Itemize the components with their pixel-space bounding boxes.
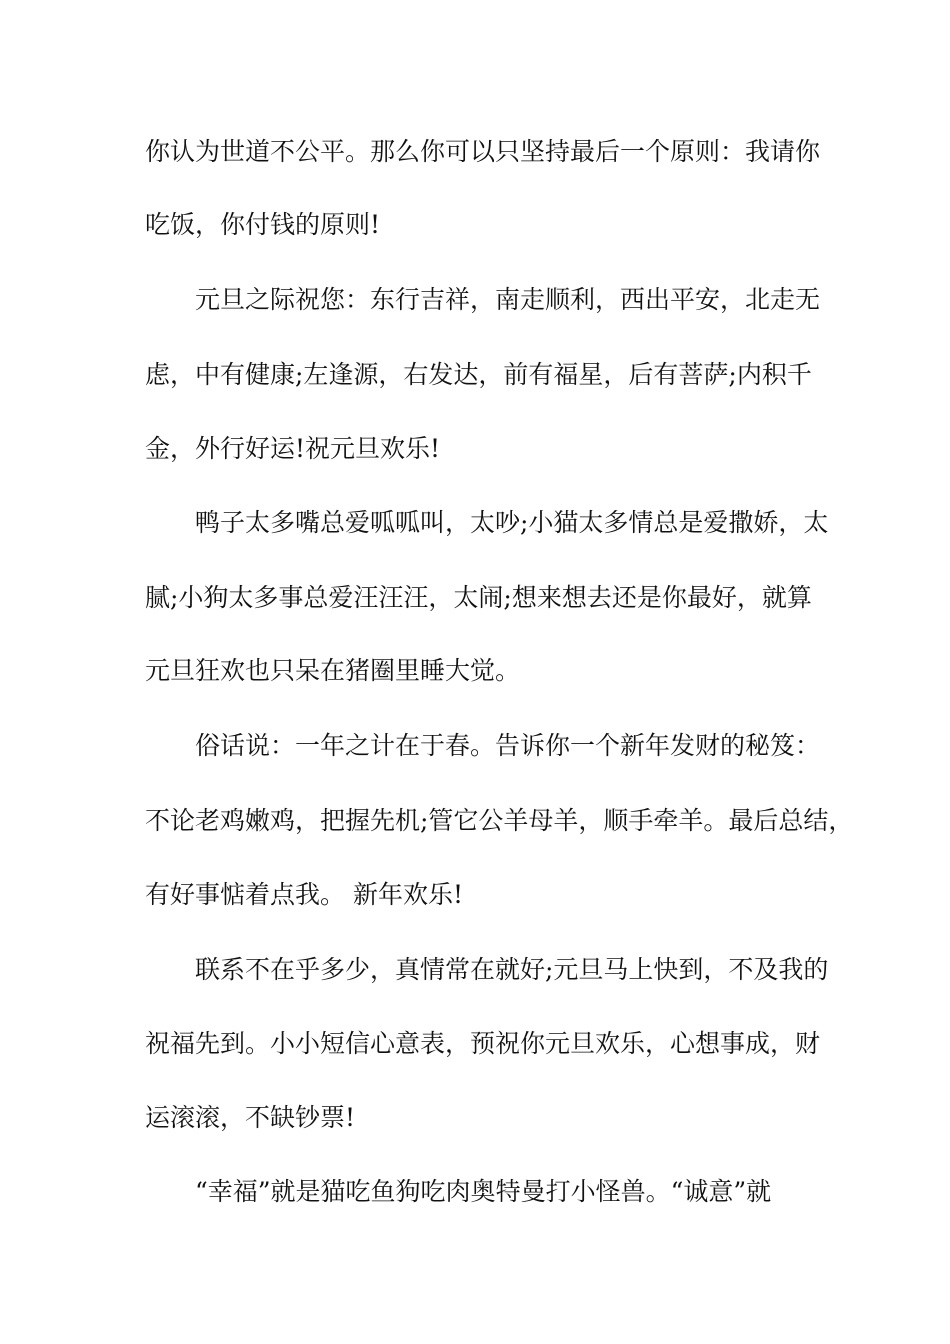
text-line: 祝福先到。小小短信心意表，预祝你元旦欢乐，心想事成，财	[145, 1029, 821, 1058]
text-line: 吃饭，你付钱的原则!	[145, 210, 381, 239]
text-line: 你认为世道不公平。那么你可以只坚持最后一个原则：我请你	[145, 137, 821, 166]
text-line: 运滚滚，不缺钞票!	[145, 1103, 356, 1132]
paragraph-start-line: 俗话说：一年之计在于春。告诉你一个新年发财的秘笈：	[195, 731, 821, 760]
text-line: 金，外行好运!祝元旦欢乐!	[145, 434, 441, 463]
paragraph-start-line: 联系不在乎多少，真情常在就好;元旦马上快到，不及我的	[195, 955, 829, 984]
text-line: 腻;小狗太多事总爱汪汪汪，太闹;想来想去还是你最好，就算	[145, 583, 812, 612]
paragraph-start-line: 鸭子太多嘴总爱呱呱叫，太吵;小猫太多情总是爱撒娇，太	[195, 508, 829, 537]
text-line: 有好事惦着点我。 新年欢乐!	[145, 880, 463, 909]
paragraph-start-line: “幸福”就是猫吃鱼狗吃肉奥特曼打小怪兽。“诚意”就	[195, 1177, 772, 1206]
paragraph-start-line: 元旦之际祝您：东行吉祥，南走顺利，西出平安，北走无	[195, 285, 821, 314]
text-line: 不论老鸡嫩鸡，把握先机;管它公羊母羊，顺手牵羊。最后总结，	[145, 806, 854, 835]
text-line: 虑，中有健康;左逢源，右发达，前有福星，后有菩萨;内积千	[145, 360, 812, 389]
text-line: 元旦狂欢也只呆在猪圈里睡大觉。	[145, 656, 521, 685]
